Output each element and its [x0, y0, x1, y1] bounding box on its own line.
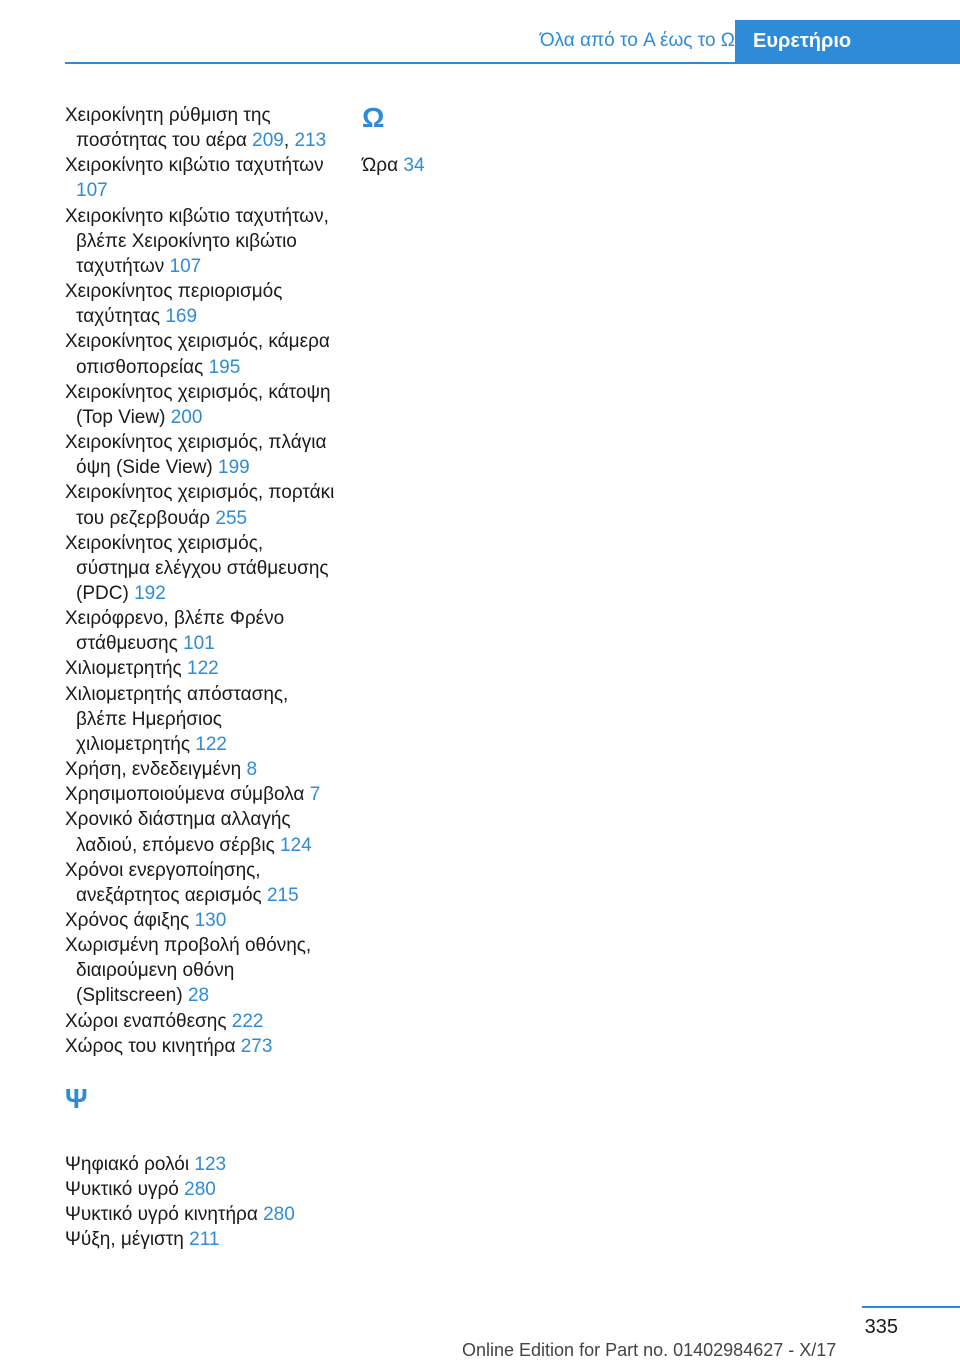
letter-heading-psi: Ψ: [65, 1082, 88, 1114]
index-entry: [65, 329, 337, 379]
index-entry: [65, 757, 337, 782]
index-entry-term: Χειροκίνητος χειρισμός, κάτοψη (Top View): [65, 381, 331, 428]
index-entry-term: Χρονικό διάστημα αλλαγής λαδιού, επόμενο σέρβις: [65, 809, 291, 856]
page-link[interactable]: 209: [252, 130, 284, 152]
page-link[interactable]: 107: [76, 180, 108, 202]
index-entry: [65, 933, 337, 1008]
index-entry-term: Χωρισμένη προβολή οθόνης, διαιρούμενη οθόνη (Splitscreen): [65, 935, 312, 1007]
index-entry-term: Χειροκίνητος χειρισμός, πορτάκι του ρεζερβουάρ: [65, 482, 335, 529]
page-link[interactable]: 222: [231, 1010, 264, 1032]
page-link[interactable]: 192: [134, 582, 166, 604]
page-link[interactable]: 280: [184, 1179, 216, 1201]
page-link[interactable]: 130: [194, 910, 227, 931]
index-entry: [65, 858, 337, 908]
page-link[interactable]: 255: [215, 507, 248, 529]
edition-watermark: Online Edition for Part no. 01402984627 - X/17: [462, 1340, 837, 1360]
page-link[interactable]: 273: [240, 1035, 273, 1057]
page-link[interactable]: 211: [189, 1229, 220, 1251]
index-entry-term: Χειροκίνητος περιορισμός ταχύτητας: [65, 281, 283, 328]
page-link[interactable]: 101: [183, 633, 215, 655]
index-entry: [65, 656, 337, 681]
index-entry-term: Ώρα: [362, 155, 399, 176]
page-link[interactable]: 200: [170, 406, 203, 428]
index-entry: [65, 480, 337, 530]
index-entry: [65, 782, 337, 807]
index-entry-term: Ψηφιακό ρολόι: [65, 1153, 190, 1175]
index-entry: Χειροκίνητη ρύθμιση της ποσότητας του αέρα 209, 213: [65, 105, 327, 152]
page-link[interactable]: 7: [309, 784, 321, 806]
header-section-title: Όλα από το A έως το Ω: [539, 30, 735, 51]
index-entry-term: Χιλιομετρητής απόστασης, βλέπε Ημερήσιος χιλιομετρητής: [65, 683, 289, 755]
page-link[interactable]: 169: [165, 306, 198, 328]
page-link[interactable]: 195: [208, 356, 241, 378]
page-link[interactable]: 122: [187, 658, 219, 680]
index-column-left: [65, 103, 337, 1253]
entries-chi: [65, 103, 337, 1059]
index-entry-term: Χειροκίνητος χειρισμός, σύστημα ελέγχου στάθμευσης (PDC): [65, 532, 329, 604]
index-entry: [65, 1202, 337, 1227]
index-entry: [65, 380, 337, 430]
header-rule: [65, 62, 960, 64]
page-link[interactable]: 8: [246, 759, 258, 781]
page-number: 335: [864, 1316, 898, 1338]
index-entry-term: Χειροκίνητο κιβώτιο ταχυτήτων, βλέπε Χειροκίνητο κιβώτιο ταχυτήτων: [65, 205, 329, 277]
index-entry-term: Χειροκίνητη ρύθμιση της ποσότητας του αέρα: [65, 105, 271, 152]
page-link[interactable]: 34: [403, 155, 425, 176]
index-entry: [65, 908, 337, 933]
entries-omega: [362, 153, 634, 178]
page-link[interactable]: 122: [195, 733, 227, 755]
index-entry: [65, 430, 337, 480]
index-tab-label: Ευρετήριο: [753, 30, 852, 52]
index-entry: [65, 1009, 337, 1034]
index-entry: [65, 1152, 337, 1177]
index-entry: [65, 1227, 337, 1252]
index-entry-term: Χειροκίνητος χειρισμός, πλάγια όψη (Side View): [65, 432, 327, 479]
index-entry: [65, 531, 337, 606]
footer-rule: [862, 1306, 960, 1308]
index-entry: [65, 153, 337, 203]
index-entry: [65, 606, 337, 656]
index-entry: [65, 807, 337, 857]
index-entry-term: Ψυκτικό υγρό: [65, 1179, 179, 1201]
page-link[interactable]: 107: [169, 255, 202, 277]
index-entry-term: Χρόνοι ενεργοποίησης, ανεξάρτητος αερισμός: [65, 859, 262, 906]
index-entry-term: Χιλιομετρητής: [65, 658, 182, 680]
index-entry-term: Χρήση, ενδεδειγμένη: [65, 759, 242, 781]
index-entry-term: Χρησιμοποιούμενα σύμβολα: [65, 784, 305, 806]
index-entry: [65, 1034, 337, 1059]
page-link[interactable]: 199: [218, 457, 250, 479]
index-entry-term: Ψυκτικό υγρό κινητήρα: [65, 1204, 258, 1226]
index-entry: [65, 279, 337, 329]
index-entry-term: Χειροκίνητο κιβώτιο ταχυτήτων: [65, 155, 324, 177]
index-entry-term: Χειρόφρενο, βλέπε Φρένο στάθμευσης: [65, 608, 285, 655]
page-link[interactable]: 213: [294, 130, 327, 152]
index-entry: [65, 682, 337, 757]
index-entry-term: Χώροι εναπόθεσης: [65, 1010, 227, 1032]
page-link[interactable]: 280: [263, 1204, 295, 1226]
index-tab[interactable]: [735, 20, 960, 62]
page-link[interactable]: 215: [266, 884, 299, 906]
letter-heading-omega: Ω: [362, 102, 385, 133]
index-entry: [65, 1177, 337, 1202]
index-entry-term: Χρόνος άφιξης: [65, 910, 190, 931]
index-entry-term: Χώρος του κινητήρα: [65, 1035, 236, 1057]
index-entry-term: Ψύξη, μέγιστη: [65, 1229, 184, 1251]
page-link[interactable]: 123: [194, 1153, 227, 1175]
index-entry-term: Χειροκίνητος χειρισμός, κάμερα οπισθοπορείας: [65, 331, 330, 378]
page-link[interactable]: 28: [187, 985, 210, 1007]
page-link[interactable]: 124: [280, 834, 312, 856]
index-column-right: [362, 103, 634, 178]
index-entry: [65, 204, 337, 279]
index-entry: [362, 153, 634, 178]
entries-psi: [65, 1152, 337, 1253]
